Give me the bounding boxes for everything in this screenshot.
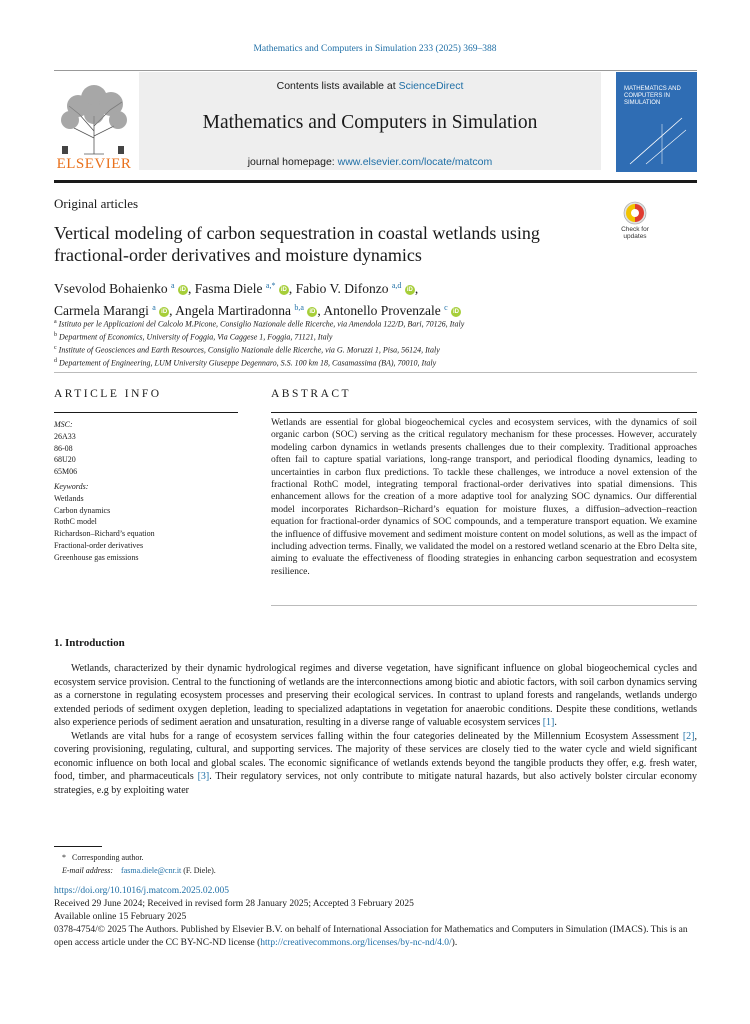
affiliation-key: d <box>54 358 57 365</box>
author-affiliation-mark[interactable]: b,a <box>294 303 304 312</box>
header-divider-bottom <box>54 180 697 183</box>
msc-code: 26A33 <box>54 431 76 441</box>
affiliation-item <box>54 330 694 343</box>
affiliation-text: Department of Economics, University of Foggia, Via Caggese 1, Foggia, 71121, Italy <box>59 332 333 342</box>
copyright-notice <box>54 924 697 950</box>
affiliation-text: Departement of Engineering, LUM University Giuseppe Degennaro, S.S. 100 km 18, Casamassima (BA), 70010, Italy <box>59 359 437 369</box>
journal-citation[interactable]: Mathematics and Computers in Simulation 233 (2025) 369–388 <box>253 44 497 54</box>
corresponding-author-note: * Corresponding author. <box>62 853 144 862</box>
author-list: Vsevolod Bohaienko $^a$ iD , Fasma Diele $^{a,*}$ iD , Fabio V. Difonzo $^{a,d}$ iD , Carmela Marangi $^a$ iD , Angela Martiradonna $^{b,a}$ iD , Antonello Provenzale $^c$ iD <box>54 281 459 318</box>
author-affiliation-mark[interactable]: c <box>444 303 448 312</box>
article-info-heading: ARTICLE INFO <box>54 388 162 400</box>
author-affiliation-mark[interactable]: a <box>171 281 175 290</box>
paragraph <box>54 662 697 730</box>
header-divider-top <box>54 70 697 71</box>
affiliation-key: c <box>54 345 57 352</box>
affiliation-item <box>54 356 694 369</box>
orcid-icon[interactable]: iD <box>309 309 316 315</box>
orcid-icon[interactable]: iD <box>280 287 287 293</box>
author-name[interactable]: Antonello Provenzale <box>323 303 441 318</box>
paragraph-text: . Their regulatory services, not only contribute to mitigate natural hazards, but also actively bolster circular economy strategies, e.g by exploiting water <box>54 771 698 796</box>
citation-link[interactable]: [1] <box>542 717 555 728</box>
keyword: Carbon dynamics <box>54 505 111 515</box>
doi-link[interactable]: https://doi.org/10.1016/j.matcom.2025.02.005 <box>54 886 230 896</box>
author-name[interactable]: Angela Martiradonna <box>175 303 292 318</box>
affiliations <box>54 317 694 370</box>
affiliation-key: b <box>54 332 57 339</box>
footnotes <box>62 851 682 877</box>
affiliation-item <box>54 317 694 330</box>
publisher-logo-text: ELSEVIER <box>56 156 132 172</box>
cover-graphic-icon <box>616 72 697 172</box>
paragraph-text: Wetlands, characterized by their dynamic hydrological regimes and diverse vegetation, have significant influence on global biogeochemical cycles and ecosystem service provision. Central to the functioning of wetlands are the interconnections among biotic and abiotic factors, with soil carbon dynamics serving as a cornerstone in regulating ecosystem processes and preserving their ecological services. In contrast to upland forests and rangelands, wetlands undergo extended periods of sediment oxygen depletion, leading to specialized adaptations in vegetation for anaerobic conditions. Despite these conditions, wetlands also experience periods of sediment aeration and unsaturation, resulting in a diverse range of valuable ecosystem services <box>54 663 697 728</box>
keywords-label: Keywords: <box>54 481 89 491</box>
journal-homepage-line <box>139 156 601 168</box>
author-name[interactable]: Vsevolod Bohaienko <box>54 281 168 296</box>
author-name[interactable]: Fasma Diele <box>194 281 263 296</box>
abstract-text: Wetlands are essential for global biogeochemical cycles and ecosystem services, with the dynamics of soil organic carbon (SOC) serving as the critical regulatory mechanism for these processes. However, accurately modeling carbon dynamics in wetlands presents challenges due to their complexity. Traditional approaches often fail to capture spatial variations, long-range transport, and periodical flooding dynamics, leading to uncertainties in carbon flux predictions. To tackle these challenges, we introduce a novel extension of the fractional RothC model, integrating temporal fractional-order derivatives into spatial dimensions. This enhancement allows for the creation of a more adaptive tool for analyzing SOC dynamics. Our differential model incorporates Richardson–Richard’s equation for moisture fluxes, a diffusion–advection–reaction equation for fractional-order dynamics of SOC compounds, and a temperature transport equation. We examine the influence of diffusive movement and sediment moisture content on model solutions, as well as the impact of including advection terms. Finally, we validated the model on a restored wetland scenario at the Ebro Delta site, aiming to evaluate the effectiveness of flooding strategies in enhancing carbon sequestration and ecosystem resilience. <box>271 418 697 577</box>
paragraph-text: Wetlands are vital hubs for a range of ecosystem services falling within the four categories delineated by the Millennium Ecosystem Assessment <box>71 730 683 742</box>
keyword: Greenhouse gas emissions <box>54 552 139 562</box>
article-info-rule <box>54 412 238 413</box>
homepage-link[interactable]: www.elsevier.com/locate/matcom <box>337 156 493 168</box>
corresponding-text: Corresponding author. <box>72 853 144 862</box>
msc-label: MSC: <box>54 420 73 429</box>
author-name[interactable]: Carmela Marangi <box>54 303 149 318</box>
email-note <box>62 864 682 877</box>
author-affiliation-mark[interactable]: a,* <box>265 281 276 290</box>
introduction-body <box>54 662 697 797</box>
abstract-rule-bottom <box>271 605 697 606</box>
orcid-icon[interactable]: iD <box>406 287 413 293</box>
email-suffix: (F. Diele). <box>181 866 216 875</box>
publication-info <box>54 885 697 950</box>
sciencedirect-link[interactable]: ScienceDirect <box>398 80 464 92</box>
available-online: Available online 15 February 2025 <box>54 912 187 922</box>
email-link[interactable]: fasma.diele@cnr.it <box>121 866 182 875</box>
footnote-rule <box>54 846 102 847</box>
contents-available-line <box>139 80 601 92</box>
msc-code: 68U20 <box>54 455 76 465</box>
paper-title: Vertical modeling of carbon sequestration in coastal wetlands using fractional-order derivatives and moisture dynamics <box>54 223 540 265</box>
msc-code: 65M06 <box>54 467 78 477</box>
check-for-updates-label[interactable]: Check for updates <box>621 226 649 240</box>
email-label: E-mail address: <box>62 866 114 875</box>
affiliation-text: Institute of Geosciences and Earth Resources, Consiglio Nazionale delle Ricerche, via G. Moruzzi 1, Pisa, 56124, Italy <box>58 345 440 355</box>
author-name[interactable]: Fabio V. Difonzo <box>295 281 389 296</box>
abstract-rule <box>271 412 697 413</box>
keyword: RothC model <box>54 517 97 527</box>
paragraph <box>54 730 697 798</box>
orcid-icon[interactable]: iD <box>179 287 186 293</box>
article-info-panel <box>54 419 238 564</box>
orcid-icon[interactable]: iD <box>453 309 459 315</box>
homepage-prefix: journal homepage: <box>247 156 338 168</box>
license-link[interactable]: http://creativecommons.org/licenses/by-nc-nd/4.0/ <box>260 938 452 948</box>
keyword: Wetlands <box>54 493 84 503</box>
msc-code: 86-08 <box>54 443 73 453</box>
affiliation-text: Istituto per le Applicazioni del Calcolo M.Picone, Consiglio Nazionale delle Ricerche, via Amendola 122/D, Bari, 70126, Italy <box>58 319 465 329</box>
keyword: Richardson–Richard’s equation <box>54 529 155 539</box>
keyword: Fractional-order derivatives <box>54 540 144 550</box>
publication-dates: Received 29 June 2024; Received in revised form 28 January 2025; Accepted 3 February 2025 <box>54 899 414 909</box>
contents-prefix: Contents lists available at <box>276 80 399 92</box>
copyright-end: ). <box>451 938 458 948</box>
section-heading-introduction: 1. Introduction <box>54 637 125 649</box>
abstract-heading: ABSTRACT <box>271 388 352 400</box>
journal-title: Mathematics and Computers in Simulation <box>202 112 538 133</box>
journal-cover-image <box>616 72 697 172</box>
citation-link[interactable]: [2] <box>682 730 695 742</box>
citation-link[interactable]: [3] <box>197 771 210 782</box>
author-affiliation-mark[interactable]: a,d <box>391 281 402 290</box>
section-divider <box>54 372 697 373</box>
paragraph-text: , covering provisioning, regulating, cultural, and supporting services. The majority of these services are closely tied to the water cycle and wield significant economic influence on both local and global scales. The economic significance of wetlands extends beyond the tangible products they offer, e.g. fresh water, food, timber, and pharmaceuticals <box>54 730 697 782</box>
affiliation-item <box>54 343 694 356</box>
article-type: Original articles <box>54 196 139 211</box>
copyright-text: 0378-4754/© 2025 The Authors. Published by Elsevier B.V. on behalf of International Association for Mathematics and Computers in Simulation (IMACS). This is an open access article under the CC BY-NC-ND license ( <box>54 925 688 948</box>
orcid-icon[interactable]: iD <box>161 309 168 315</box>
paragraph-text: . <box>554 717 557 728</box>
affiliation-key: a <box>54 319 57 325</box>
author-affiliation-mark[interactable]: a <box>152 303 156 312</box>
cover-title: MATHEMATICS AND COMPUTERS IN SIMULATION <box>624 86 681 106</box>
